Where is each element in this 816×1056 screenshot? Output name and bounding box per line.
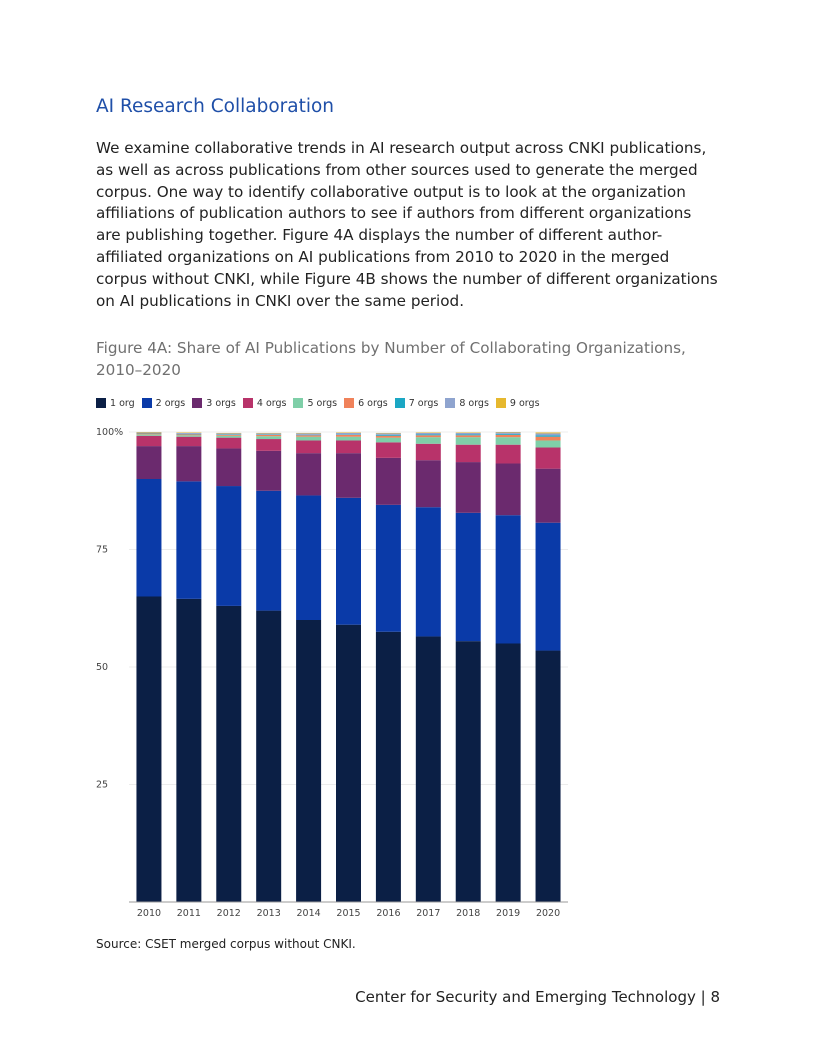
bar-segment [296,433,321,434]
section-heading: AI Research Collaboration [96,96,335,117]
bar-segment [296,495,321,620]
bar-segment [496,437,521,445]
bar-segment [456,462,481,513]
bar-segment [496,432,521,433]
bar-segment [416,434,441,435]
bar-segment [416,444,441,460]
bar-segment [296,437,321,441]
x-tick-label: 2012 [216,908,241,919]
x-tick-label: 2017 [416,908,441,919]
bar-segment [136,433,161,434]
bar-segment [416,433,441,434]
bar-segment [216,448,241,486]
x-tick-label: 2016 [376,908,401,919]
bar-segment [136,597,161,903]
bar-segment [376,505,401,632]
bar-segment [176,446,201,481]
bar-segment [336,498,361,625]
bar-segment [496,434,521,435]
bar-segment [536,469,561,523]
bar-segment [216,433,241,434]
bar-segment [536,433,561,435]
bar-segment [456,434,481,435]
legend-label: 7 orgs [408,397,439,409]
bar-segment [376,435,401,436]
bar-segment [456,433,481,434]
bar-segment [456,435,481,437]
bar-segment [216,606,241,902]
bar-segment [136,436,161,446]
bar-segment [136,446,161,479]
bar-segment [176,434,201,435]
bar-segment [336,437,361,441]
bar-segment [376,433,401,434]
bar-segment [336,453,361,498]
bar-segment [256,436,281,439]
bar-segment [296,453,321,495]
bar-segment [416,636,441,902]
x-tick-label: 2015 [336,908,361,919]
bar-segment [216,486,241,606]
bar-segment [496,435,521,437]
y-tick-label: 50 [96,662,109,673]
bar-segment [256,451,281,491]
x-tick-label: 2020 [535,908,561,919]
bar-segment [456,445,481,462]
bar-segment [456,513,481,641]
bar-segment [176,433,201,434]
bar-segment [496,463,521,515]
bar-segment [456,437,481,445]
bar-segment [496,515,521,643]
bar-segment [256,433,281,434]
x-tick-label: 2019 [496,908,521,919]
y-tick-label: 100% [96,427,124,438]
bar-segment [336,433,361,434]
x-tick-label: 2011 [176,908,201,919]
bar-segment [176,435,201,436]
bar-segment [416,437,441,444]
legend-label: 6 orgs [358,397,388,409]
bar-segment [416,507,441,636]
page-footer: Center for Security and Emerging Technology | 8 [355,988,720,1006]
bar-segment [256,439,281,451]
bar-segment [256,491,281,611]
bar-segment [296,620,321,902]
bar-segment [416,435,441,437]
bar-segment [536,432,561,433]
bar-segment [376,442,401,458]
bar-segment [256,435,281,436]
legend-label: 8 orgs [459,397,489,409]
bar-segment [536,437,561,441]
legend-label: 2 orgs [155,397,186,409]
bar-segment [296,435,321,436]
bar-segment [256,611,281,902]
bar-segment [176,481,201,598]
bar-segment [376,436,401,438]
bar-segment [216,435,241,436]
legend-label: 1 org [110,397,135,409]
bar-segment [456,641,481,902]
legend-label: 3 orgs [206,397,236,409]
legend-label: 4 orgs [256,397,287,409]
bar-segment [536,523,561,651]
legend-label: 5 orgs [307,397,338,409]
bar-segment [376,438,401,443]
legend-label: 9 orgs [509,397,540,409]
bar-segment [536,448,561,469]
bar-segment [336,625,361,902]
bar-segment [496,445,521,464]
y-tick-label: 25 [96,779,109,791]
bar-segment [376,632,401,902]
bar-segment [336,435,361,437]
bar-segment [536,651,561,902]
bar-segment [136,434,161,435]
x-tick-label: 2010 [136,908,162,919]
figure-source: Source: CSET merged corpus without CNKI. [96,937,356,951]
y-tick-label: 75 [96,544,109,556]
bar-segment [496,644,521,903]
bar-segment [336,440,361,453]
bar-segment [136,479,161,597]
x-tick-label: 2014 [296,908,321,919]
bar-segment [216,436,241,438]
figure-title: Figure 4A: Share of AI Publications by Number of Collaborating Organizations, 2010–2020 [96,339,686,379]
bar-segment [296,440,321,453]
bar-segment [536,435,561,436]
bar-segment [536,440,561,447]
bar-segment [416,460,441,507]
x-tick-label: 2013 [256,908,281,919]
bar-segment [216,438,241,449]
bar-segment [176,599,201,902]
bar-segment [376,458,401,505]
body-paragraph: We examine collaborative trends in AI research output across CNKI publications, as well as across publications from other sources used to generate the merged corpus. One way to identify collaborative output is to look at the organization affiliations of publication authors to see if authors from different organizations are publishing together. Figure 4A displays the number of different author-affiliated organizations on AI publications from 2010 to 2020 in the merged corpus without CNKI, while Figure 4B shows the number of different organizations on AI publications in CNKI over the same period. [96,139,718,310]
bar-segment [176,437,201,446]
x-tick-label: 2018 [456,908,481,919]
